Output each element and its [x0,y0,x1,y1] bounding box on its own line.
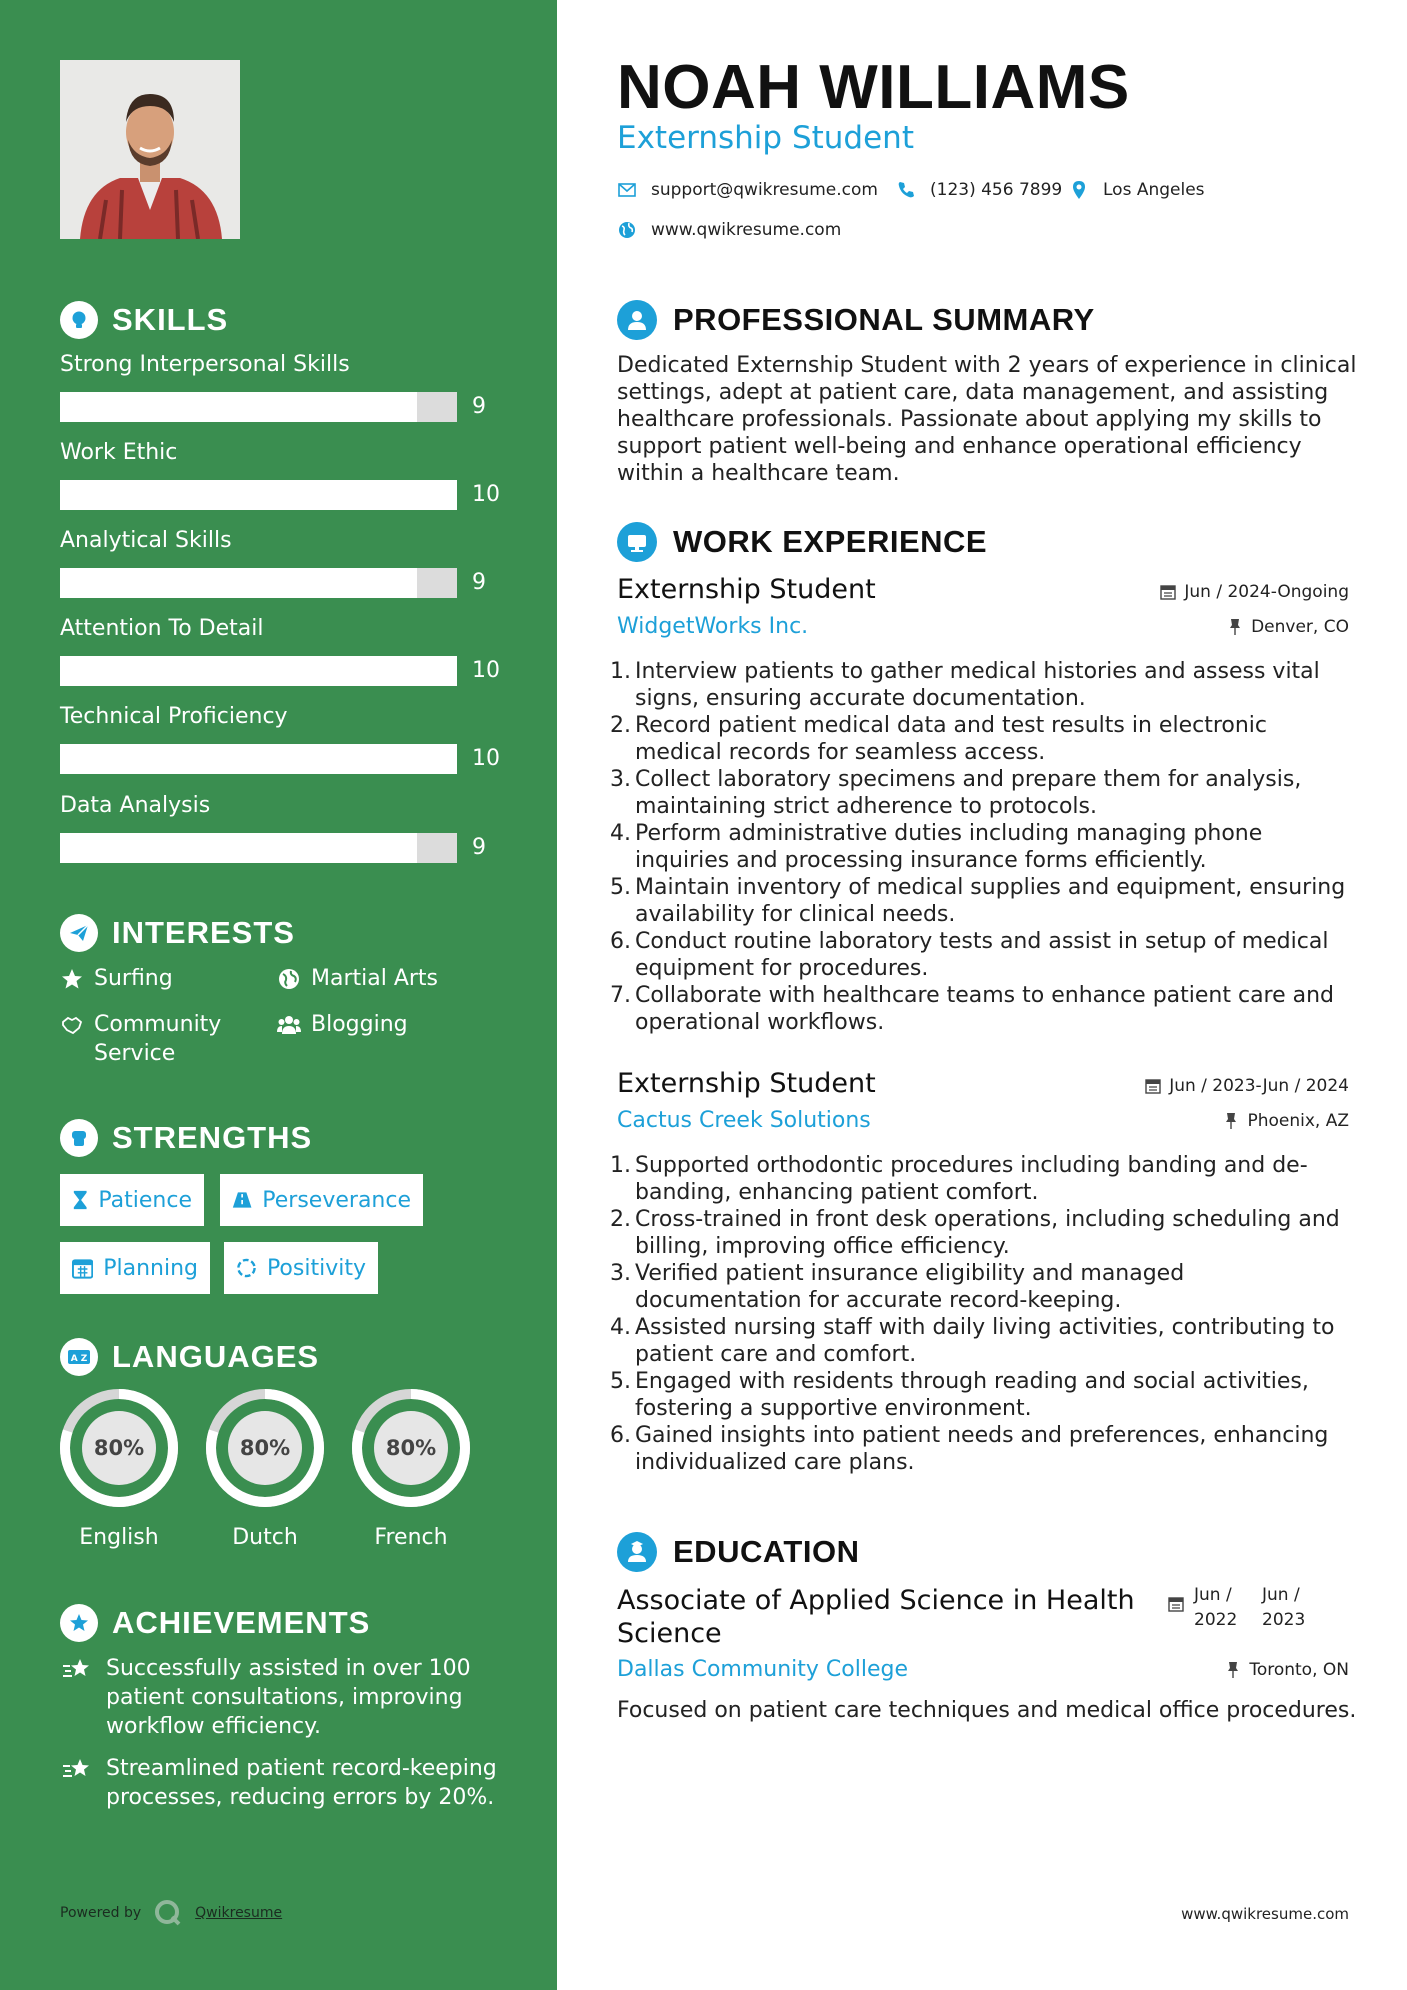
duty-item: 3. Collect laboratory specimens and prepare them for analysis, maintaining strict adherence to protocols. [610,767,1302,819]
language-name: English [79,1525,159,1550]
interest-label: Blogging [311,1012,408,1037]
language-item [58,1387,180,1550]
education-location: Toronto, ON [1225,1660,1349,1680]
degree-title: Associate of Applied Science in Health Science [617,1585,1135,1649]
achievements-heading: ACHIEVEMENTS [60,1604,370,1642]
thumbtack-icon [1225,1661,1241,1679]
road-icon [232,1190,252,1210]
interest-item [60,1010,245,1068]
star-icon [60,964,84,993]
skill-bar-fill [60,656,457,686]
duty-item: 6. Gained insights into patient needs and preferences, enhancing individualized care plans. [610,1423,1329,1475]
duty-item: 1. Supported orthodontic procedures including banding and de-banding, enhancing patient comfort. [610,1153,1308,1205]
powered-by-label: Powered by [60,1905,142,1921]
skill-value: 10 [472,746,500,771]
languages-heading: A Z LANGUAGES [60,1338,319,1376]
phone-text[interactable]: (123) 456 7899 [930,180,1063,200]
skill-value: 9 [472,394,486,419]
skill-bar-fill [60,480,457,510]
skill-bar-track [60,480,457,510]
achievement-text: Streamlined patient record-keeping processes, reducing errors by 20%. [106,1756,497,1810]
contact-phone[interactable] [896,180,1062,200]
contact-email[interactable] [617,180,878,200]
briefcase-icon [617,522,657,562]
job-company: WidgetWorks Inc. [617,614,809,639]
language-percent: 80% [93,1436,145,1460]
duty-item: 7. Collaborate with healthcare teams to enhance patient care and operational workflows. [610,983,1335,1035]
duty-item: 5. Engaged with residents through reading and social activities, fostering a supportive environment. [610,1369,1309,1421]
interests-heading: INTERESTS [60,914,295,952]
summary-heading: PROFESSIONAL SUMMARY [617,300,1095,340]
skill-value: 9 [472,570,486,595]
strength-label: Planning [103,1255,198,1281]
graduate-icon [617,1532,657,1572]
candidate-name: NOAH WILLIAMS [617,53,1130,122]
job-duties [610,1152,1355,1476]
website-text[interactable]: www.qwikresume.com [651,220,842,240]
globe-icon [617,220,637,240]
language-percent: 80% [239,1436,291,1460]
thumbtack-icon [1227,618,1243,636]
hourglass-icon [72,1189,88,1211]
skill-name: Analytical Skills [60,528,232,553]
skill-bar-track [60,744,457,774]
language-ring [350,1387,472,1509]
contact-website[interactable] [617,220,841,240]
language-percent: 80% [385,1436,437,1460]
powered-by [60,1898,282,1928]
summary-text: Dedicated Externship Student with 2 years of experience in clinical settings, adept at patient care, data management, and assisting healthcare professionals. Passionate about applying my skills to support patient well-being and enhance operational efficiency within a healthcare team. [617,353,1357,486]
strength-label: Patience [98,1187,192,1213]
education-dates [1168,1583,1320,1633]
award-star-icon [60,1604,98,1642]
language-ring [204,1387,326,1509]
users-icon [277,1010,301,1039]
sidebar [0,0,557,1990]
qwikresume-logo [153,1898,183,1928]
svg-text:A Z: A Z [70,1354,88,1364]
skill-bar-fill [60,833,417,863]
interest-label: Martial Arts [311,966,439,991]
skill-name: Technical Proficiency [60,704,288,729]
job-dates: Jun / 2024-Ongoing [1160,582,1349,602]
experience-heading: WORK EXPERIENCE [617,522,987,562]
school-name: Dallas Community College [617,1657,908,1682]
email-text[interactable]: support@qwikresume.com [651,180,878,200]
interest-item [60,964,173,993]
shooting-star-icon [60,1654,94,1683]
calendar-icon [72,1257,93,1279]
job-title: Externship Student [617,574,876,605]
language-name: Dutch [232,1525,298,1550]
contact-location [1069,180,1205,200]
skill-item [60,526,510,598]
language-item [350,1387,472,1550]
skill-item [60,702,510,774]
skill-value: 9 [472,835,486,860]
job-company: Cactus Creek Solutions [617,1108,871,1133]
globe-icon [277,964,301,993]
thumbtack-icon [1223,1112,1239,1130]
skill-item [60,438,510,510]
profile-photo [60,60,240,239]
lightbulb-icon [60,301,98,339]
skill-bar-track [60,833,457,863]
circle-notch-icon [236,1257,257,1279]
duty-item: 2. Record patient medical data and test results in electronic medical records for seamless access. [610,713,1268,765]
language-ring [58,1387,180,1509]
handshake-icon [60,1010,84,1039]
strength-tag [220,1174,423,1226]
job-location: Denver, CO [1227,617,1349,637]
calendar-icon [1168,1583,1184,1633]
interest-item [277,964,438,993]
education-description: Focused on patient care techniques and medical office procedures. [617,1698,1357,1723]
interest-label: Surfing [94,966,173,991]
interest-label: Community Service [94,1012,222,1066]
language-item [204,1387,326,1550]
strengths-heading: STRENGTHS [60,1119,312,1157]
duty-item: 3. Verified patient insurance eligibility and managed documentation for accurate record-keeping. [610,1261,1185,1313]
skill-bar-fill [60,568,417,598]
location-text: Los Angeles [1103,180,1205,200]
strength-tag [60,1242,210,1294]
skill-bar-fill [60,744,457,774]
job-dates: Jun / 2023-Jun / 2024 [1145,1076,1349,1096]
duty-item: 2. Cross-trained in front desk operations, including scheduling and billing, improving office efficiency. [610,1207,1340,1259]
qwikresume-link[interactable]: Qwikresume [195,1905,283,1921]
achievement-item [60,1654,500,1741]
calendar-icon [1145,1077,1161,1095]
interest-item [277,1010,408,1039]
job-location: Phoenix, AZ [1223,1111,1349,1131]
user-icon [617,300,657,340]
candidate-role: Externship Student [617,120,914,156]
education-heading: EDUCATION [617,1532,859,1572]
shooting-star-icon [60,1754,94,1783]
skill-bar-fill [60,392,417,422]
skills-heading: SKILLS [60,301,228,339]
skill-bar-track [60,656,457,686]
paper-plane-icon [60,914,98,952]
job-duties [610,658,1355,1036]
education-start: Jun / 2022 [1194,1585,1238,1630]
skill-name: Data Analysis [60,793,211,818]
skill-bar-track [60,568,457,598]
skill-value: 10 [472,658,500,683]
footer-website[interactable]: www.qwikresume.com [1181,1905,1349,1923]
achievement-item [60,1754,500,1812]
skill-name: Strong Interpersonal Skills [60,352,350,377]
profile-photo-image [60,60,240,239]
education-end: Jun / 2023 [1262,1585,1306,1630]
skill-name: Attention To Detail [60,616,264,641]
achievement-text: Successfully assisted in over 100 patient consultations, improving workflow efficiency. [106,1656,471,1739]
duty-item: 6. Conduct routine laboratory tests and assist in setup of medical equipment for procedures. [610,929,1329,981]
strength-tag [224,1242,378,1294]
strength-label: Positivity [266,1255,366,1281]
calendar-icon [1160,583,1176,601]
duty-item: 4. Assisted nursing staff with daily living activities, contributing to patient care and comfort. [610,1315,1335,1367]
strength-tag [60,1174,204,1226]
skill-name: Work Ethic [60,440,178,465]
job-title: Externship Student [617,1068,876,1099]
map-marker-icon [1069,180,1089,200]
duty-item: 1. Interview patients to gather medical histories and assess vital signs, ensuring accurate documentation. [610,659,1320,711]
phone-icon [896,180,916,200]
language-icon [60,1338,98,1376]
skill-value: 10 [472,482,500,507]
skill-item [60,614,510,686]
skill-bar-track [60,392,457,422]
language-name: French [374,1525,448,1550]
skill-item [60,350,510,422]
envelope-icon [617,180,637,200]
duty-item: 4. Perform administrative duties including managing phone inquiries and processing insurance forms efficiently. [610,821,1263,873]
skill-item [60,791,510,863]
fist-icon [60,1119,98,1157]
duty-item: 5. Maintain inventory of medical supplies and equipment, ensuring availability for clinical needs. [610,875,1346,927]
strength-label: Perseverance [262,1187,411,1213]
